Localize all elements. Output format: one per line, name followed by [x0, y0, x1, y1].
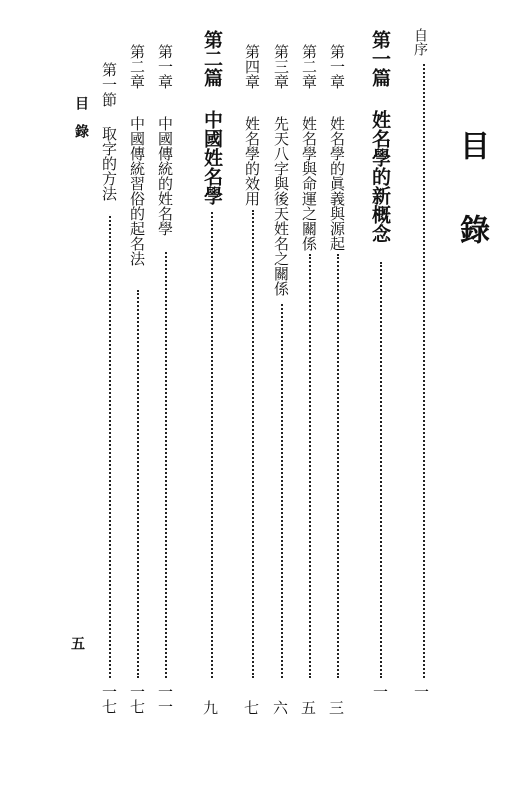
toc-p2-ch2-s1-leader — [109, 216, 111, 678]
toc-p2-ch2-page: 一七 — [128, 684, 146, 714]
toc-p1-ch3-page: 六 — [271, 700, 289, 715]
toc-p2-ch1-title: 中國傳統的姓名學 — [156, 116, 174, 236]
toc-part-2-label: 第二篇 — [201, 30, 223, 87]
toc-part-1-title: 姓名學的新概念 — [369, 110, 391, 243]
toc-preface-leader — [423, 64, 425, 678]
toc-p1-ch4-label: 第四章 — [243, 44, 261, 89]
toc-part-1-leader — [380, 262, 382, 678]
toc-p2-ch2-leader — [137, 290, 139, 678]
folio-page-number: 五 — [69, 636, 85, 650]
toc-p1-ch4-title: 姓名學的效用 — [243, 116, 261, 206]
toc-p1-ch1-leader — [337, 254, 339, 678]
toc-p2-ch2-s1-page: 一七 — [100, 684, 118, 714]
toc-p1-ch2-label: 第二章 — [300, 44, 318, 89]
toc-p1-ch1-title: 姓名學的眞義與源起 — [328, 116, 346, 251]
toc-p1-ch2-leader — [309, 254, 311, 678]
toc-p1-ch2-title: 姓名學與命運之關係 — [300, 116, 318, 251]
toc-preface-page: 一 — [412, 684, 430, 699]
toc-p1-ch2-page: 五 — [299, 700, 317, 715]
toc-p2-ch2-label: 第二章 — [128, 44, 146, 89]
toc-part-2-page: 九 — [201, 700, 219, 715]
toc-p1-ch4-leader — [252, 210, 254, 678]
toc-p1-ch3-label: 第三章 — [272, 44, 290, 89]
toc-part-2-title: 中國姓名學 — [201, 110, 223, 205]
toc-p2-ch1-page: 一一 — [156, 684, 174, 714]
toc-p1-ch4-page: 七 — [242, 700, 260, 715]
page-title: 目 錄 — [454, 130, 489, 256]
toc-p2-ch1-label: 第一章 — [156, 44, 174, 89]
toc-p1-ch3-title: 先天八字與後天姓名之關係 — [272, 116, 290, 296]
running-head: 目 錄 — [73, 96, 89, 138]
toc-part-1-label: 第一篇 — [369, 30, 391, 87]
toc-part-2-leader — [211, 212, 213, 678]
toc-p2-ch2-s1-label: 第一節 — [100, 62, 118, 107]
toc-p2-ch2-s1-title: 取字的方法 — [100, 126, 118, 201]
toc-p1-ch3-leader — [281, 304, 283, 678]
toc-p2-ch1-leader — [165, 252, 167, 678]
toc-p2-ch2-title: 中國傳統習俗的起名法 — [128, 116, 146, 266]
toc-p1-ch1-label: 第一章 — [328, 44, 346, 89]
toc-p1-ch1-page: 三 — [327, 700, 345, 715]
toc-part-1-page: 一 — [371, 684, 389, 699]
toc-preface-title: 自序 — [412, 28, 428, 56]
